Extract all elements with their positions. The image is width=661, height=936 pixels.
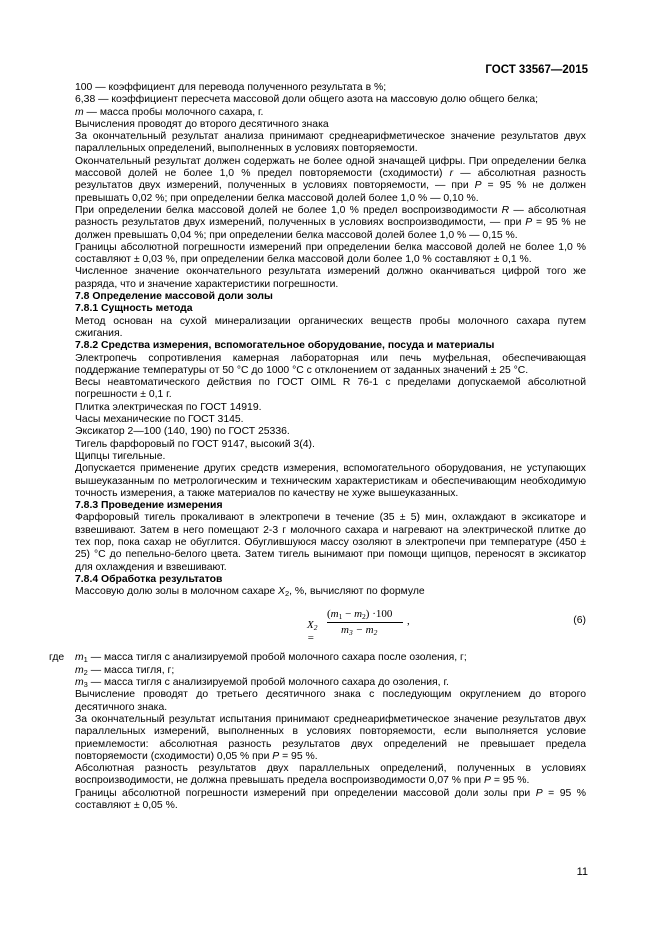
paragraph: За окончательный результат анализа принимают среднеарифметическое значение результатов двух параллельных определений, выполненных в условиях повторяемости. [75,131,586,155]
paragraph: Фарфоровый тигель прокаливают в электропечи в течение (35 ± 5) мин, охлаждают в эксикаторе и взвешивают. Затем в него помещают 2-3 г молочного сахара и нагревают на электрической плитке до тех пор, пока сахар не обуглится. Обуглившуюся массу озоляют в электропечи при температуре (450 ± 25) °С до пепельно-белого цвета. Затем тигель вынимают при помощи щипцов, переносят в эксикатор для охлаждения и взвешивают. [75,512,586,573]
text-line: 6,38 — коэффициент пересчета массовой доли общего азота на массовую долю общего белка; [75,94,539,106]
paragraph: Окончательный результат должен содержать не более одной значащей цифры. При определении белка массовой долей не более 1,0 % предел повторяемости (сходимости) r — абсолютная разность результатов двух измерений, полученных в условиях повторяемости, — при P = 95 % не должен превышать 0,02 %; при определении белка массовой долей более 1,0 % — 0,10 %. [75,155,586,204]
paragraph: Весы неавтоматического действия по ГОСТ OIML R 76-1 с пределами допускаемой абсолютной погрешности ± 0,1 г. [75,377,586,401]
formula-block [75,604,586,650]
formula-denominator: $m_3 - m_2$ [341,624,378,638]
paragraph: Границы абсолютной погрешности измерений при определении белка массовой долей не более 1,0 % составляют ± 0,03 %, при определении белка массовой доли более 1,0 % составляют ± 0,1 %. [75,241,586,266]
page-number: 11 [576,866,588,878]
formula-number: (6) [573,615,586,627]
document-header-code: ГОСТ 33567—2015 [485,64,588,76]
paragraph: Метод основан на сухой минерализации органических веществ пробы молочного сахара путем сжигания. [75,315,586,339]
where-label: где [49,652,65,664]
formula-comma: , [407,615,410,628]
where-list [49,652,586,690]
fraction-bar [327,622,403,623]
text-line: 100 — коэффициент для перевода полученного результата в %; [75,82,387,93]
paragraph: При определении белка массовой долей не более 1,0 % предел воспроизводимости R — абсолютная разность результатов двух измерений, полученных в условиях воспроизводимости, — при P = 95 % не должен превышать 0,04 %; при определении белка массовой долей более 1,0 % — 0,15 %. [75,204,586,241]
paragraph: Границы абсолютной погрешности измерений при определении массовой доли золы при P = 95 % составляют ± 0,05 %. [75,787,586,812]
subsection-heading: 7.8.2 Средства измерения, вспомогательное оборудование, посуда и материалы [75,340,495,352]
paragraph: Электропечь сопротивления камерная лабораторная или печь муфельная, обеспечивающая поддержание температуры от 50 °С до 1000 °С с отклонением от заданных значений ± 25 °С. [75,352,586,376]
paragraph: Допускается применение других средств измерения, вспомогательного оборудования, не уступающих вышеуказанным по метрологическим и техническим характеристикам и обеспечивающим необходимую точность измерения, а также материалов по качеству не хуже вышеуказанных. [75,463,586,499]
where-item: $m_3$ — масса тигля с анализируемой пробой молочного сахара до озоления, г. [75,677,449,690]
list-line: Эксикатор 2—100 (140, 190) по ГОСТ 25336. [75,426,290,438]
where-item: $m_1$ — масса тигля с анализируемой пробой молочного сахара после озоления, г; [75,652,467,665]
paragraph: Численное значение окончательного результата измерений должно оканчиваться цифрой того же разряда, что и значение характеристики погрешности. [75,266,586,290]
text-line: m — масса пробы молочного сахара, г. [75,106,264,118]
paragraph: Вычисление проводят до третьего десятичного знака с последующим округлением до второго десятичного знака. [75,689,586,713]
list-line: Плитка электрическая по ГОСТ 14919. [75,401,262,413]
formula-numerator: $(m_1 - m_2) \cdot 100$ [327,608,393,622]
subsection-heading: 7.8.1 Сущность метода [75,303,193,315]
list-line: Щипцы тигельные. [75,450,166,462]
formula-lhs: $X_2$ = [307,619,318,644]
paragraph: За окончательный результат испытания принимают среднеарифметическое значение результатов двух параллельных измерений, выполненных в условиях повторяемости, если выполняется условие приемлемости: абсолютная разность результатов двух определений не превышает предела повторяемости (сходимости) 0,05 % при P = 95 %. [75,713,586,762]
list-line: Часы механические по ГОСТ 3145. [75,414,244,426]
list-line: Тигель фарфоровый по ГОСТ 9147, высокий 3(4). [75,438,315,450]
text-line: Вычисления проводят до второго десятичного знака [75,118,329,130]
subsection-heading: 7.8.3 Проведение измерения [75,500,223,512]
section-heading: 7.8 Определение массовой доли золы [75,291,273,303]
paragraph: Абсолютная разность результатов двух параллельных определений, полученных в условиях воспроизводимости, не должна превышать предела воспроизводимости 0,07 % при P = 95 %. [75,763,586,787]
subsection-heading: 7.8.4 Обработка результатов [75,573,223,585]
paragraph: Массовую долю золы в молочном сахаре $X_2$, %, вычисляют по формуле [75,586,425,599]
document-body [49,82,586,812]
where-item: $m_2$ — масса тигля, г; [75,664,175,677]
